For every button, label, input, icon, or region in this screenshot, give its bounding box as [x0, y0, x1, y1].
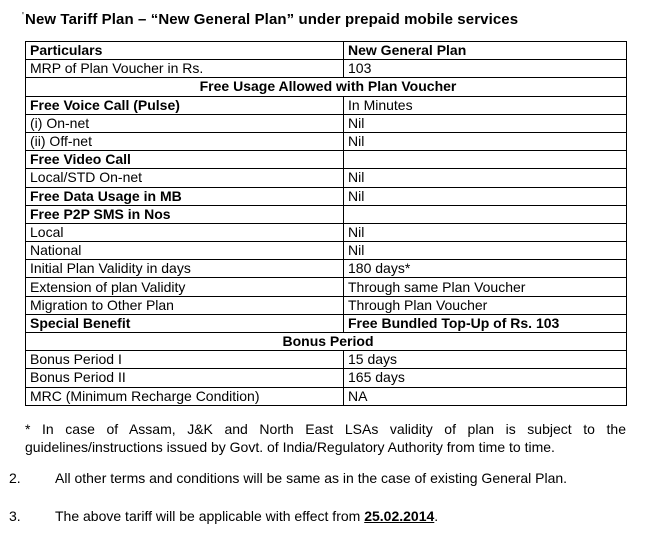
title-text: New Tariff Plan – “New General Plan” under prepaid mobile services: [25, 11, 519, 28]
row-value: Nil: [344, 242, 627, 260]
item-text-wrapper: [55, 508, 438, 524]
header-plan: New General Plan: [344, 42, 627, 60]
row-label: Extension of plan Validity: [26, 278, 344, 296]
row-value: Free Bundled Top-Up of Rs. 103: [344, 314, 627, 332]
row-label: Initial Plan Validity in days: [26, 260, 344, 278]
table-row: [26, 223, 627, 241]
table-row: [26, 351, 627, 369]
row-value: Nil: [344, 223, 627, 241]
row-label: Bonus Period II: [26, 369, 344, 387]
row-label: (i) On-net: [26, 114, 344, 132]
row-label: Free P2P SMS in Nos: [26, 205, 344, 223]
row-value: Nil: [344, 187, 627, 205]
table-row: [26, 387, 627, 405]
item-text: The above tariff will be applicable with effect from: [55, 508, 365, 524]
item-number: 2.: [9, 470, 21, 486]
item-text: All other terms and conditions will be same as in the case of existing General Plan.: [55, 470, 568, 486]
table-row: [26, 60, 627, 78]
tariff-table: [25, 41, 627, 406]
row-value: Nil: [344, 169, 627, 187]
row-label: MRP of Plan Voucher in Rs.: [26, 60, 344, 78]
document-title: [22, 11, 518, 28]
row-label: MRC (Minimum Recharge Condition): [26, 387, 344, 405]
row-label: Migration to Other Plan: [26, 296, 344, 314]
table-row: [26, 278, 627, 296]
row-value: Nil: [344, 114, 627, 132]
row-value: 180 days*: [344, 260, 627, 278]
row-value: [344, 205, 627, 223]
row-value: [344, 151, 627, 169]
row-value: 15 days: [344, 351, 627, 369]
row-value: 103: [344, 60, 627, 78]
row-value: Through Plan Voucher: [344, 296, 627, 314]
footnote: * In case of Assam, J&K and North East LSAs validity of plan is subject to the guidelines/instructions issued by Govt. of India/Regulatory Authority from time to time.: [25, 421, 626, 455]
table-row: [26, 96, 627, 114]
header-particulars: Particulars: [26, 42, 344, 60]
title-mark: ': [22, 11, 25, 22]
item-end: .: [434, 508, 439, 524]
effective-date: 25.02.2014: [364, 508, 435, 524]
table-row: [26, 132, 627, 150]
row-value: In Minutes: [344, 96, 627, 114]
row-value: 165 days: [344, 369, 627, 387]
section-heading: Free Usage Allowed with Plan Voucher: [26, 78, 627, 96]
row-value: NA: [344, 387, 627, 405]
table-row: [26, 260, 627, 278]
row-label: Free Video Call: [26, 151, 344, 169]
table-row: [26, 114, 627, 132]
table-row: [26, 369, 627, 387]
table-row: [26, 151, 627, 169]
table-row: [26, 169, 627, 187]
table-section-row: [26, 78, 627, 96]
row-label: Special Benefit: [26, 314, 344, 332]
table-row: [26, 187, 627, 205]
row-value: Nil: [344, 132, 627, 150]
table-section-row: [26, 333, 627, 351]
row-label: Local: [26, 223, 344, 241]
table-row: [26, 296, 627, 314]
table-row: [26, 205, 627, 223]
table-row: [26, 242, 627, 260]
row-label: Free Voice Call (Pulse): [26, 96, 344, 114]
row-label: Bonus Period I: [26, 351, 344, 369]
row-label: Local/STD On-net: [26, 169, 344, 187]
section-heading: Bonus Period: [26, 333, 627, 351]
row-label: (ii) Off-net: [26, 132, 344, 150]
table-row: [26, 314, 627, 332]
row-label: Free Data Usage in MB: [26, 187, 344, 205]
item-number: 3.: [9, 508, 21, 524]
row-value: Through same Plan Voucher: [344, 278, 627, 296]
row-label: National: [26, 242, 344, 260]
tariff-table-body: [26, 42, 627, 406]
table-header-row: [26, 42, 627, 60]
